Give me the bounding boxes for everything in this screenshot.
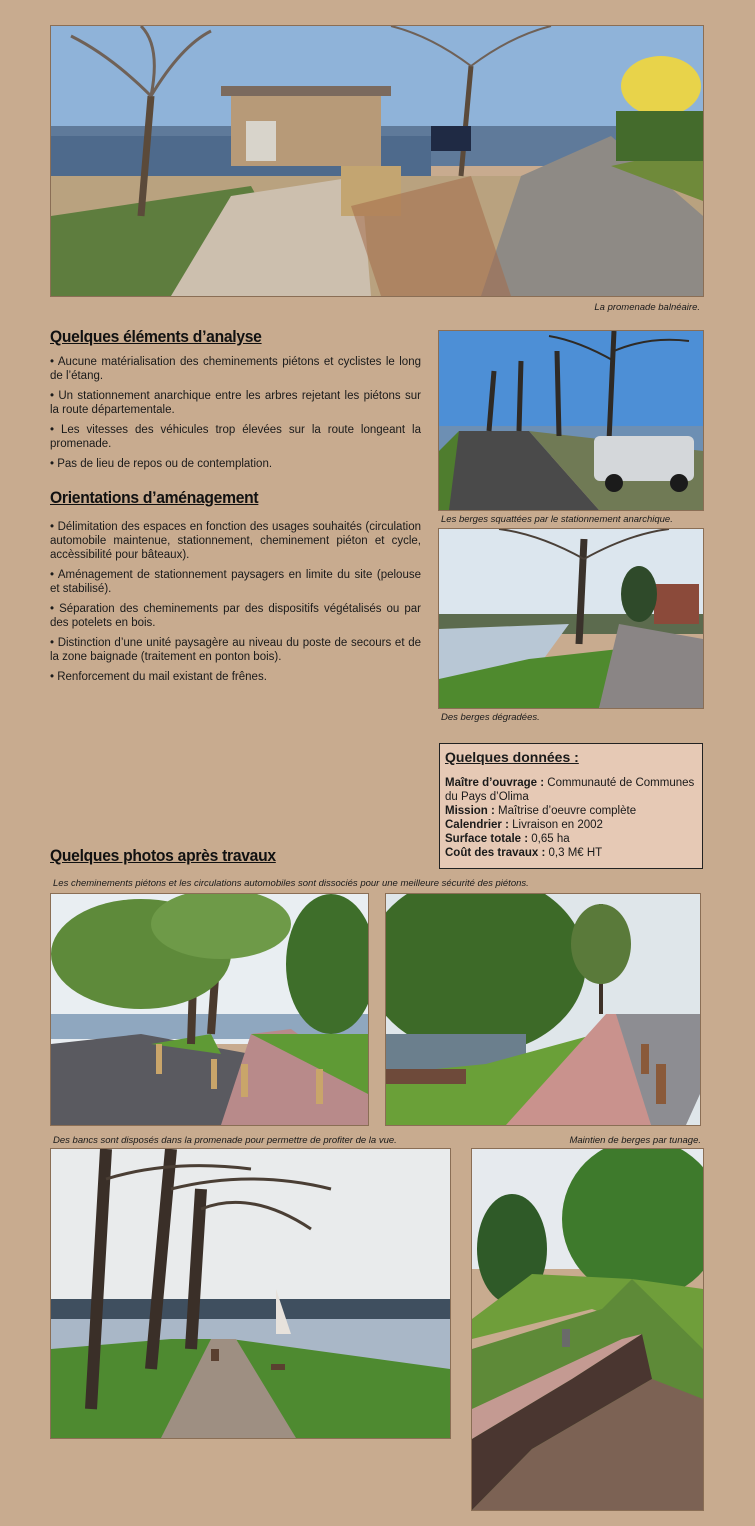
analysis-title: Quelques éléments d’analyse <box>50 327 262 346</box>
list-item: • Renforcement du mail existant de frênes. <box>50 671 267 683</box>
caption-degraded-banks: Des berges dégradées. <box>441 712 540 723</box>
list-item: • Les vitesses des véhicules trop élevées sur la route longeant la promenade. <box>50 424 421 450</box>
data-row-mission: Mission : Maîtrise d’oeuvre complète <box>445 805 637 817</box>
list-item: • Délimitation des espaces en fonction des usages souhaités (circulation automobile maintenue, stationnement, cheminement piéton et cycle, accèssibilité pour bâteaux). <box>50 521 421 561</box>
caption-promenade: La promenade balnéaire. <box>594 302 700 313</box>
data-box <box>439 743 703 869</box>
photo-squatted-banks <box>438 330 704 511</box>
photo-after-paths <box>50 893 369 1126</box>
photo-after-walkway <box>385 893 701 1126</box>
list-item: • Aménagement de stationnement paysagers en limite du site (pelouse et stabilisé). <box>50 569 421 595</box>
caption-tunage: Maintien de berges par tunage. <box>569 1135 701 1146</box>
caption-squatted-banks: Les berges squattées par le stationnement anarchique. <box>441 514 673 525</box>
photo-after-benches <box>50 1148 451 1439</box>
photo-promenade <box>50 25 704 297</box>
photo-degraded-banks <box>438 528 704 709</box>
data-row-calendar: Calendrier : Livraison en 2002 <box>445 819 603 831</box>
after-title: Quelques photos après travaux <box>50 846 276 865</box>
analysis-list <box>50 355 421 477</box>
data-row-owner: Maître d’ouvrage : Communauté de Communes du Pays d’Olima <box>445 777 695 803</box>
photo-after-tunage <box>471 1148 704 1511</box>
orientations-title: Orientations d’aménagement <box>50 488 259 507</box>
data-row-surface: Surface totale : 0,65 ha <box>445 833 570 845</box>
data-row-cost: Coût des travaux : 0,3 M€ HT <box>445 847 603 859</box>
list-item: • Un stationnement anarchique entre les arbres rejetant les piétons sur la route départementale. <box>50 390 421 416</box>
list-item: • Séparation des cheminements par des dispositifs végétalisés ou par des potelets en bois. <box>50 603 421 629</box>
list-item: • Distinction d’une unité paysagère au niveau du poste de secours et de la zone baignade (traitement en ponton bois). <box>50 637 421 663</box>
caption-after-intro: Les cheminements piétons et les circulations automobiles sont dissociés pour une meilleure sécurité des piétons. <box>53 878 529 889</box>
data-box-title: Quelques données : <box>445 749 579 765</box>
list-item: • Aucune matérialisation des cheminements piétons et cyclistes le long de l’étang. <box>50 356 421 382</box>
orientations-list <box>50 520 421 690</box>
caption-benches: Des bancs sont disposés dans la promenade pour permettre de profiter de la vue. <box>53 1135 397 1146</box>
list-item: • Pas de lieu de repos ou de contemplation. <box>50 458 273 470</box>
